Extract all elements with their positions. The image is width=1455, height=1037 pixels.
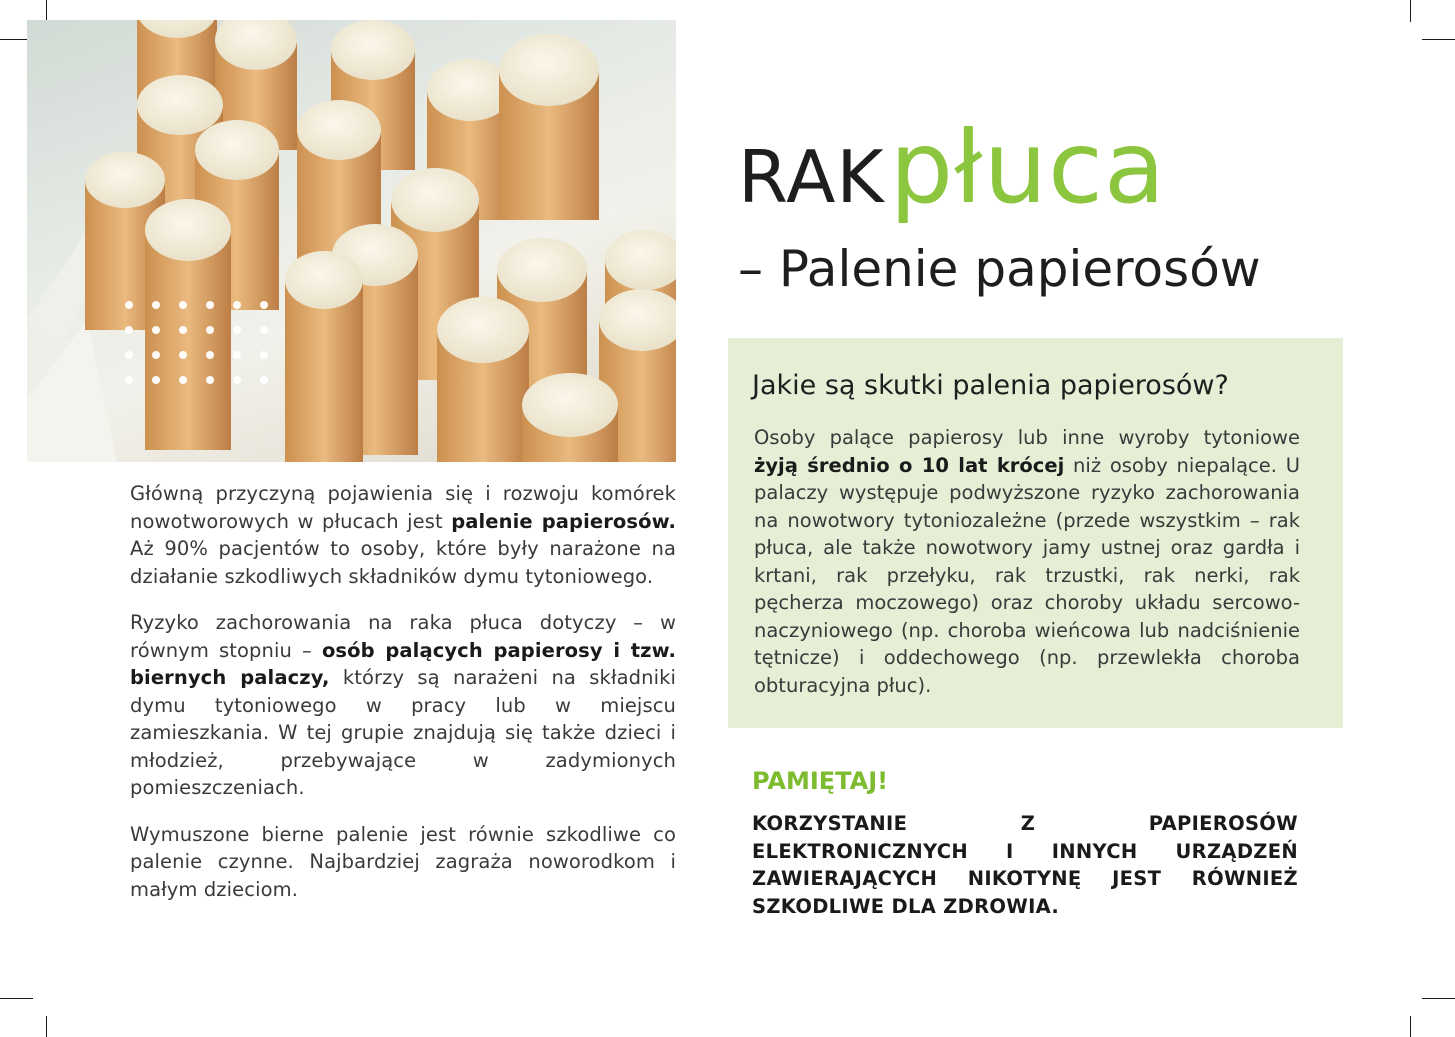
effects-box	[728, 338, 1343, 728]
crop-mark	[1410, 1016, 1411, 1037]
crop-mark	[0, 998, 33, 999]
effects-heading: Jakie są skutki palenia papierosów?	[752, 370, 1229, 401]
page-subtitle: – Palenie papierosów	[738, 240, 1261, 298]
bold-10-years: żyją średnio o 10 lat krócej	[754, 453, 1065, 477]
bold-smoking: palenie papierosów.	[451, 509, 676, 533]
bold-smokers: osób palących papierosy i tzw. biernych palaczy,	[130, 638, 676, 689]
title-rak: RAK	[738, 135, 885, 219]
effects-text: Osoby palące papierosy lub inne wyroby tytoniowe żyją średnio o 10 lat krócej niż osoby niepalące. U palaczy występuje podwyższone ryzyko zachorowania na nowotwory tytoniozależne (przede wszystkim – rak płuca, ale także nowotwory jamy ustnej oraz gardła i krtani, rak przełyku, rak trzustki, rak nerki, rak pęcherza moczowego) oraz choroby układu sercowo-naczyniowego (np. choroba wieńcowa lub nadciśnienie tętnicze) i oddechowego (np. przewlekła choroba obturacyjna płuc).	[754, 426, 1300, 697]
cigarettes-photo	[27, 20, 676, 462]
paragraph-risk: Ryzyko zachorowania na raka płuca dotyczy – w równym stopniu – osób palących papierosy i tzw. biernych palaczy, którzy są narażeni na składniki dymu tytoniowego w pracy lub w miejscu zamieszkania. W tej grupie znajdują się także dzieci i młodzież, przebywające w zadymionych pomieszczeniach.	[130, 611, 676, 799]
left-column	[130, 480, 676, 922]
crop-mark	[1422, 998, 1455, 999]
remember-text: KORZYSTANIE Z PAPIEROSÓW ELEKTRONICZNYCH I INNYCH URZĄDZEŃ ZAWIERAJĄCYCH NIKOTYNĘ JEST RÓWNIEŻ SZKODLIWE DLA ZDROWIA.	[752, 812, 1298, 918]
title-pluca: płuca	[889, 109, 1167, 226]
crop-mark	[1422, 39, 1455, 40]
page-title	[738, 109, 1167, 226]
paragraph-cause: Główną przyczyną pojawienia się i rozwoju komórek nowotworowych w płucach jest palenie papierosów. Aż 90% pacjentów to osoby, które były narażone na działanie szkodliwych składników dymu tytoniowego.	[130, 482, 676, 588]
paragraph-passive: Wymuszone bierne palenie jest równie szkodliwe co palenie czynne. Najbardziej zagraża noworodkom i małym dzieciom.	[130, 822, 676, 901]
crop-mark	[1410, 0, 1411, 22]
remember-heading: PAMIĘTAJ!	[752, 767, 889, 795]
decorative-dots	[125, 301, 275, 411]
crop-mark	[46, 1016, 47, 1037]
crop-mark	[46, 0, 47, 22]
